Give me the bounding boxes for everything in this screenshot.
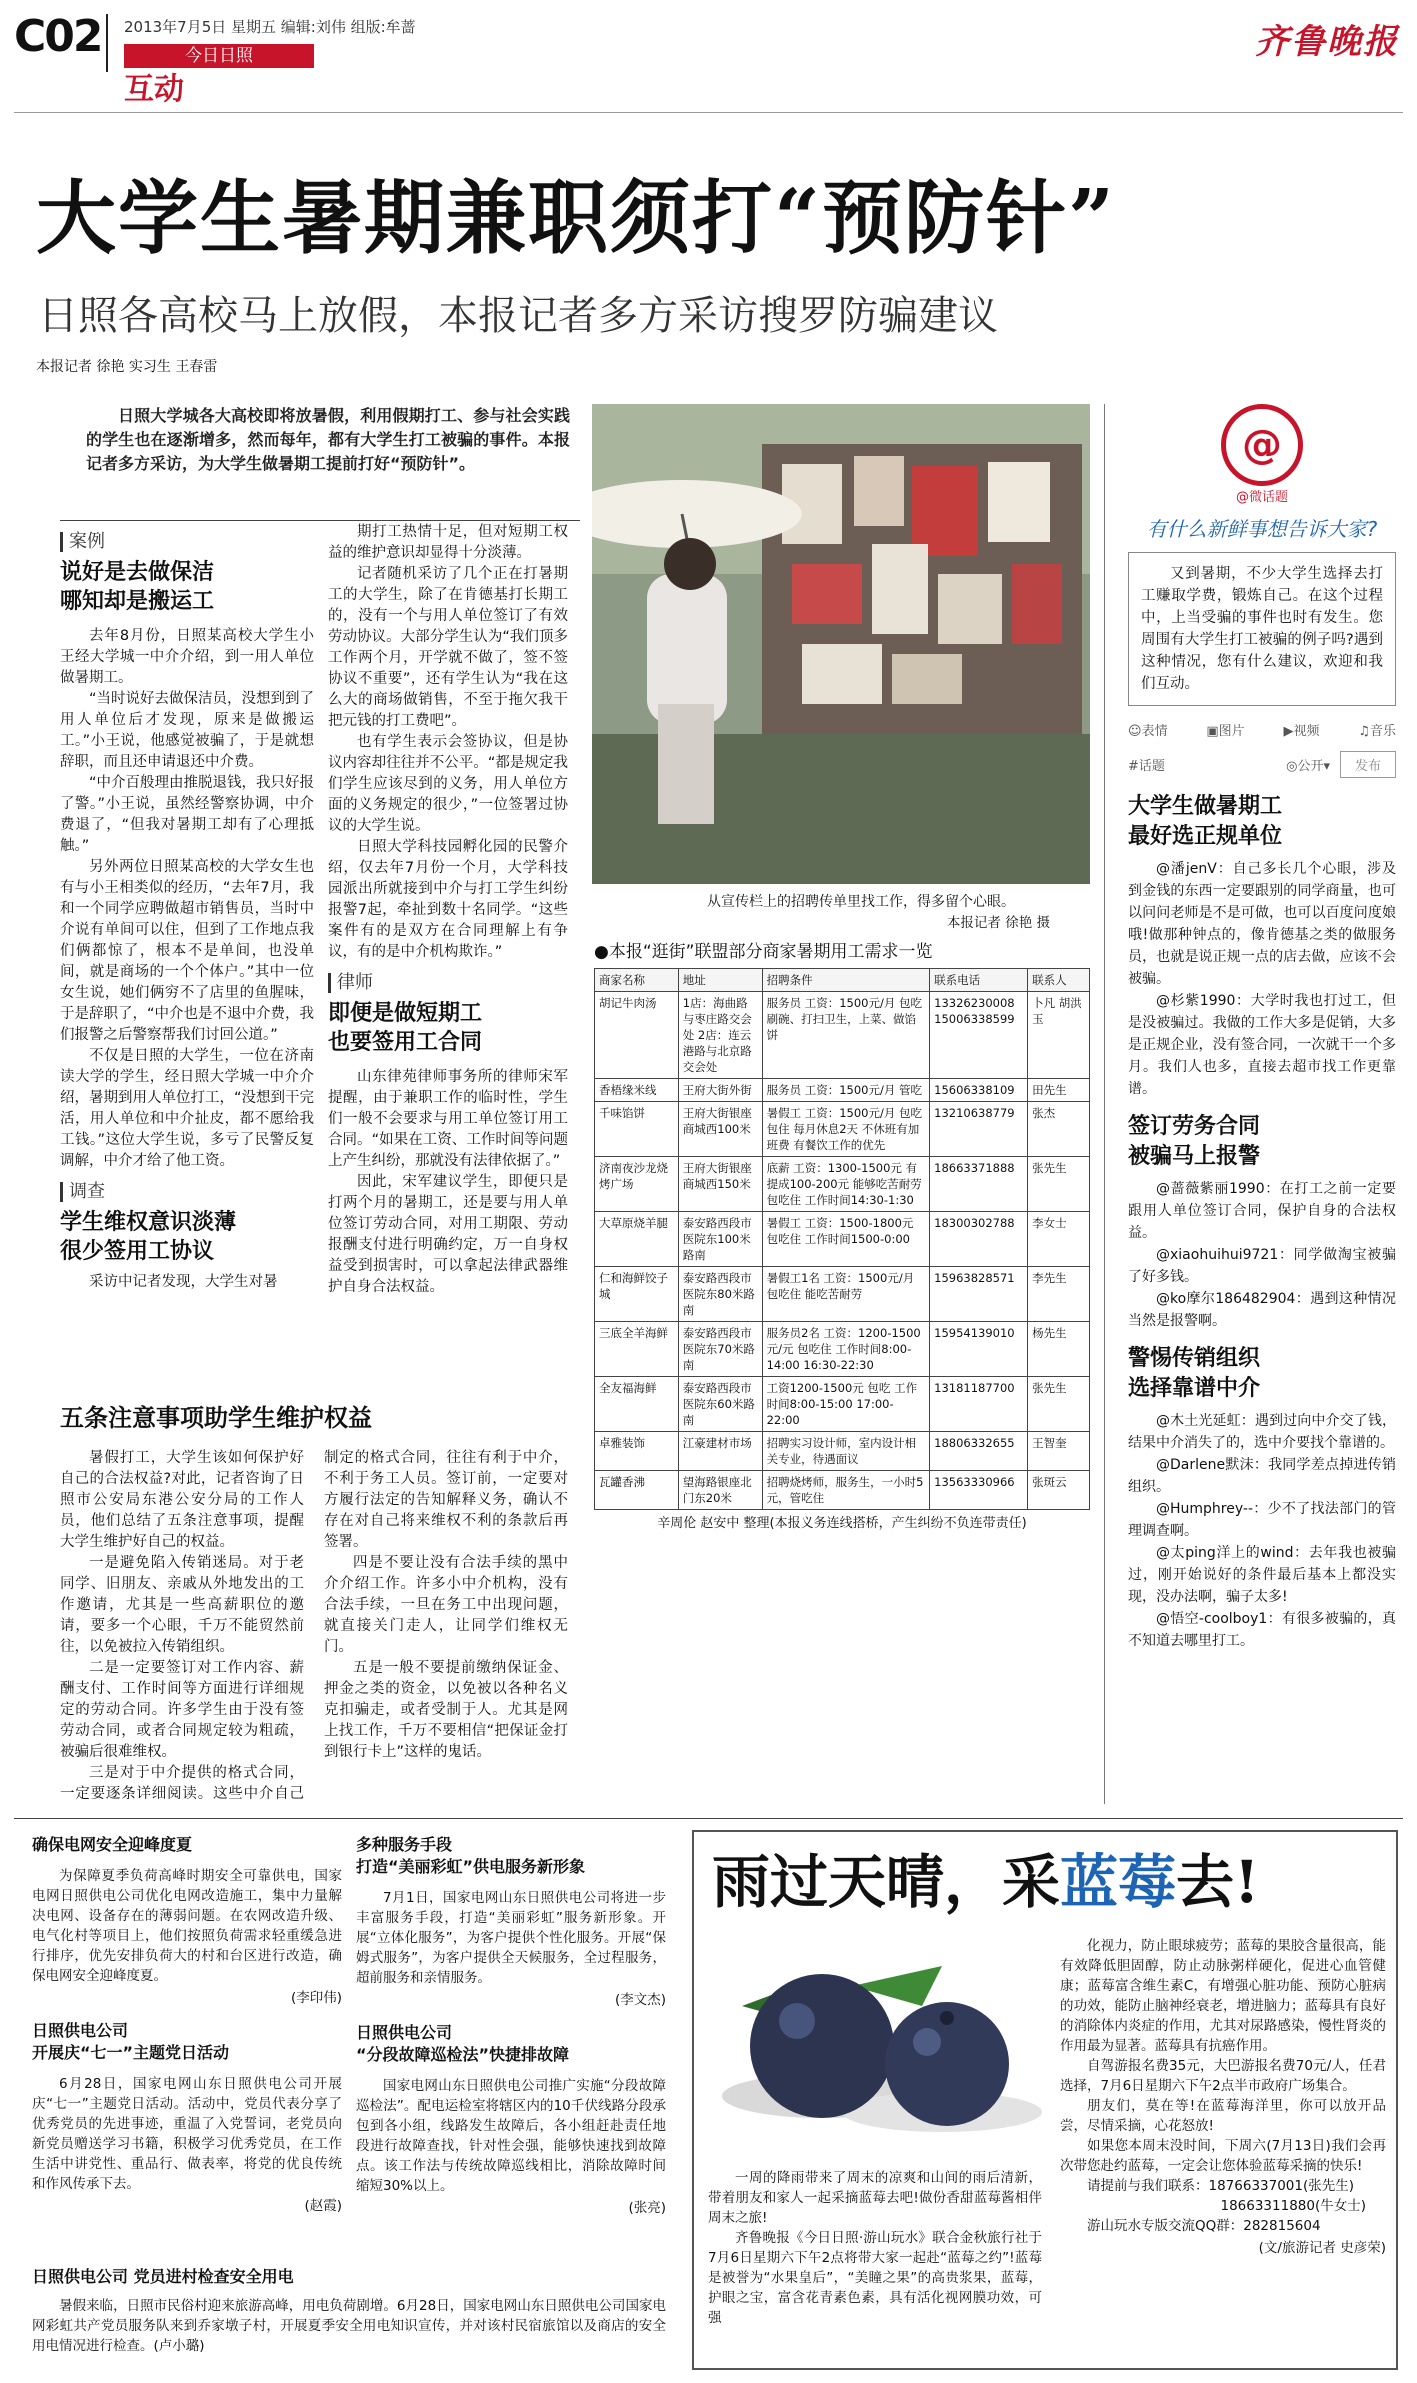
- case-para: 另外两位日照某高校的大学女生也有与小王相类似的经历，“去年7月，我和一个同学应聘做超市销售员，当时中介说有单间可以住，但到了工作地点我们俩都惊了，根本不是单间，也没单间，就是商场的一个个体户。”其中一位女生说，她们俩穷不了店里的鱼腥味，于是辞职了，“中介也是不退中介费，我们报警之后警察帮我们讨回公道。”: [60, 859, 315, 1043]
- table-cell: 张先生: [1028, 1377, 1090, 1432]
- col2-para: 期打工热情十足，但对短期工权益的维护意识却显得十分淡薄。: [328, 524, 568, 561]
- notice-title: 多种服务手段 打造“美丽彩虹”供电服务新形象: [356, 1835, 586, 1876]
- blueberry-title-part-a: 雨过天晴，采: [712, 1848, 1061, 1916]
- public-label: 公开: [1297, 759, 1324, 774]
- bottom-col-2: [356, 1834, 666, 2216]
- tips-body: [60, 1448, 568, 1805]
- blueberry-icon: [702, 1936, 1052, 2166]
- blueberry-para: 一周的降雨带来了周末的凉爽和山间的雨后清新，带着朋友和家人一起采摘蓝莓去吧!做份香甜蓝莓酱相伴周末之旅!: [708, 2170, 1042, 2226]
- table-cell: 张先生: [1028, 1157, 1090, 1212]
- tips-para: 五是一般不要提前缴纳保证金、押金之类的资金，以免被以各种名义克扣骗走，或者受制于人。尤其是网上找工作，千万不要相信“把保证金打到银行卡上”这样的鬼话。: [324, 1660, 568, 1760]
- table-cell: 王府大街外街: [678, 1079, 762, 1102]
- photo-illustration: [592, 404, 1090, 884]
- jobs-table: [594, 968, 1090, 1510]
- notice-author: (张亮): [628, 2200, 666, 2216]
- table-cell: 泰安路西段市医院东60米路南: [678, 1377, 762, 1432]
- hash-icon: #: [1128, 759, 1139, 774]
- table-cell: 三底全羊海鲜: [595, 1322, 679, 1377]
- table-header-row: [595, 969, 1090, 992]
- section-title: 互动: [124, 72, 184, 107]
- weibo-post: @木土光延虹：遇到过向中介交了钱，结果中介消失了的，选中介要找个靠谱的。: [1128, 1413, 1396, 1451]
- table-cell: 泰安路西段市医院东100米路南: [678, 1212, 762, 1267]
- jobs-table-note: 辛周伦 赵安中 整理(本报义务连线搭桥，产生纠纷不负连带责任): [657, 1516, 1027, 1531]
- table-row: [595, 1267, 1090, 1322]
- notice-title: 日照供电公司 “分段故障巡检法”快捷排故障: [356, 2023, 570, 2064]
- table-cell: 18663371888: [930, 1157, 1028, 1212]
- lead-paragraph: 日照大学城各大高校即将放暑假，利用假期打工、参与社会实践的学生也在逐渐增多，然而每年，都有大学生打工被骗的事件。本报记者多方采访，为大学生做暑期工提前打好“预防针”。: [86, 406, 570, 473]
- table-cell: 底薪 工资：1300-1500元 有提成100-200元 能够吃苦耐劳 包吃住 工作时间14:30-1:30: [762, 1157, 930, 1212]
- news-photo: [592, 404, 1090, 884]
- headline-byline: 本报记者 徐艳 实习生 王春雷: [36, 359, 218, 375]
- table-cell: 13210638779: [930, 1102, 1028, 1157]
- video-button[interactable]: [1283, 720, 1319, 739]
- table-cell: 胡记牛肉汤: [595, 992, 679, 1079]
- table-cell: 13326230008 15006338599: [930, 992, 1028, 1079]
- bottom-wide: [32, 2266, 666, 2356]
- table-cell: 暑假工1名 工资：1500元/月 包吃住 能吃苦耐劳: [762, 1267, 930, 1322]
- topic-button[interactable]: [1128, 755, 1165, 774]
- table-cell: 18300302788: [930, 1212, 1028, 1267]
- table-row: [595, 1471, 1090, 1510]
- table-cell: 仁和海鲜饺子城: [595, 1267, 679, 1322]
- table-row: [595, 1432, 1090, 1471]
- notice-title: 日照供电公司 党员进村检查安全用电: [32, 2267, 294, 2286]
- at-icon: @: [1242, 422, 1282, 468]
- photo-caption-text: 从宣传栏上的招聘传单里找工作，得多留个心眼。: [707, 894, 1015, 910]
- table-cell: 望海路银座北门东20米: [678, 1471, 762, 1510]
- photo-credit: 本报记者 徐艳 摄: [946, 915, 1050, 931]
- table-cell: 服务员 工资：1500元/月 管吃: [762, 1079, 930, 1102]
- table-cell: 李先生: [1028, 1267, 1090, 1322]
- music-button[interactable]: [1358, 720, 1396, 739]
- weibo-post: @Darlene默沫：我同学差点掉进传销组织。: [1128, 1457, 1396, 1495]
- blueberry-right-text: [1060, 1936, 1386, 2256]
- table-cell: 1店：海曲路与枣庄路交会处 2店：连云港路与北京路交会处: [678, 992, 762, 1079]
- table-row: [595, 1157, 1090, 1212]
- weibo-post: @xiaohuihui9721：同学做淘宝被骗了好多钱。: [1128, 1247, 1396, 1285]
- weibo-logo-text: @微话题: [1235, 490, 1288, 505]
- page-number: C02: [14, 11, 102, 62]
- public-selector[interactable]: [1286, 755, 1330, 774]
- notice-author: (李印伟): [290, 1990, 342, 2006]
- bottom-rule: [14, 1818, 1403, 1819]
- weibo-section-title: 大学生做暑期工 最好选正规单位: [1128, 794, 1283, 849]
- blueberry-illustration: [702, 1936, 1052, 2166]
- jobs-table-body: [595, 992, 1090, 1510]
- table-cell: 泰安路西段市医院东70米路南: [678, 1322, 762, 1377]
- jobs-table-title-text: 本报“逛街”联盟部分商家暑期用工需求一览: [608, 942, 933, 962]
- notice-author: (卢小璐): [153, 2338, 205, 2354]
- table-cell: 李女士: [1028, 1212, 1090, 1267]
- table-cell: 暑假工 工资：1500元/月 包吃包住 每月休息2天 不休班有加班费 有餐饮工作的优先: [762, 1102, 930, 1157]
- table-cell: 卜凡 胡洪玉: [1028, 992, 1090, 1079]
- col2-para: 记者随机采访了几个正在打暑期工的大学生，除了在肯德基打长期工的，没有一个与用人单位签订了有效劳动协议。大部分学生认为“我们顶多工作两个月，开学就不做了，签不签协议不重要”，还有学生认为“我在这么大的商场做销售，不至于拖欠我干把元钱的打工费吧”。: [328, 566, 568, 729]
- lawyer-tag: 律师: [328, 973, 568, 993]
- table-cell: 卓雅装饰: [595, 1432, 679, 1471]
- blueberry-para: 朋友们，莫在等!在蓝莓海洋里，你可以放开品尝，尽情采摘，心花怒放!: [1060, 2098, 1386, 2134]
- lawyer-para: 山东律苑律师事务所的律师宋军提醒，由于兼职工作的临时性，学生们一般不会要求与用工单位签订用工合同。“如果在工资、工作时间等问题上产生纠纷，那就没有法律依据了。”: [328, 1069, 568, 1169]
- weibo-section-title: 签订劳务合同 被骗马上报警: [1128, 1114, 1261, 1169]
- lawyer-para: 因此，宋军建议学生，即便只是打两个月的暑期工，还是要与用人单位签订劳动合同，对用工期限、劳动报酬支付进行明确约定，万一自身权益受到损害时，可以拿起法律武器维护自身合法权益。: [328, 1174, 568, 1295]
- table-cell: 15963828571: [930, 1267, 1028, 1322]
- globe-icon: ◎: [1286, 759, 1298, 774]
- lawyer-title-2: 也要签用工合同: [328, 1030, 483, 1055]
- tips-para: 三是对于中介提供的格式合同，一定要逐条详细阅读。这些中介自己制定的格式合同，往往有利于中介，不利于务工人员。签订前，一定要对方履行法定的告知解释义务，确认不存在对自己将来维权不利的条款后再签署。: [60, 1450, 568, 1802]
- table-cell: 工资1200-1500元 包吃 工作时间8:00-15:00 17:00-22:00: [762, 1377, 930, 1432]
- case-para: “中介百般理由推脱退钱，我只好报了警。”小王说，虽然经警察协调，中介费退了，“但我对暑期工却有了心理抵触。”: [60, 775, 315, 854]
- blueberry-para: 如果您本周末没时间，下周六(7月13日)我们会再次带您赴约蓝莓，一定会让您体验蓝莓采摘的快乐!: [1060, 2138, 1386, 2174]
- blueberry-left-text: [708, 2168, 1042, 2328]
- table-cell: 杨先生: [1028, 1322, 1090, 1377]
- emoji-label: 表情: [1141, 724, 1168, 739]
- table-cell: 13181187700: [930, 1377, 1028, 1432]
- chevron-down-icon: ▾: [1323, 759, 1330, 774]
- blueberry-para: 自驾游报名费35元，大巴游报名费70元/人，任君选择，7月6日星期六下午2点半市政府广场集合。: [1060, 2058, 1386, 2094]
- topic-label: 话题: [1138, 759, 1165, 774]
- blueberry-contact-1: 请提前与我们联系：18766337001(张先生): [1087, 2178, 1355, 2194]
- weibo-sections: [1128, 792, 1396, 1652]
- weibo-actions: [1128, 751, 1396, 778]
- weibo-post: @Humphrey--：少不了找法部门的管理调查啊。: [1128, 1501, 1396, 1539]
- emoji-button[interactable]: [1128, 720, 1168, 739]
- notice-text: 为保障夏季负荷高峰时期安全可靠供电，国家电网日照供电公司优化电网改造施工，集中力量解决电网、设备存在的薄弱问题。在农网改造升级、电气化村等项目上，他们按照负荷需求轻重缓急进行排序，优先安排负荷大的村和台区进行改造，确保电网安全迎峰度夏。: [32, 1868, 342, 1984]
- table-cell: 服务员2名 工资：1200-1500元/元 包吃住 工作时间8:00-14:00 16:30-22:30: [762, 1322, 930, 1377]
- table-cell: 大草原烧羊腿: [595, 1212, 679, 1267]
- blueberry-author: (文/旅游记者 史彦荣): [1258, 2240, 1386, 2256]
- smiley-icon: ☺: [1128, 724, 1142, 739]
- table-cell: 张斑云: [1028, 1471, 1090, 1510]
- table-cell: 招聘实习设计师，室内设计相关专业，待遇面议: [762, 1432, 930, 1471]
- notice-author: (李文杰): [614, 1992, 666, 2008]
- table-cell: 千味馅饼: [595, 1102, 679, 1157]
- notice-title: 确保电网安全迎峰度夏: [32, 1835, 193, 1854]
- notice-author: (赵霞): [304, 2198, 342, 2214]
- table-cell: 田先生: [1028, 1079, 1090, 1102]
- publish-button[interactable]: 发布: [1340, 751, 1396, 778]
- date-line: 2013年7月5日 星期五 编辑:刘伟 组版:牟蔷: [124, 18, 416, 36]
- investigation-continued: [328, 522, 568, 963]
- tips-para: 一是避免陷入传销迷局。对于老同学、旧朋友、亲戚从外地发出的工作邀请，尤其是一些高薪职位的邀请，要多一个心眼，千万不能贸然前往，以免被拉入传销组织。: [60, 1555, 304, 1655]
- investigation-body: 采访中记者发现，大学生对暑: [89, 1274, 278, 1290]
- table-cell: 15606338109: [930, 1079, 1028, 1102]
- weibo-banner: 有什么新鲜事想告诉大家?: [1146, 517, 1378, 541]
- case-title-1: 说好是去做保洁: [60, 560, 215, 585]
- table-header-cell: 地址: [678, 969, 762, 992]
- table-cell: 王府大街银座商城西100米: [678, 1102, 762, 1157]
- photo-caption: [592, 892, 1090, 934]
- headline-subtitle: 日照各高校马上放假，本报记者多方采访搜罗防骗建议: [38, 293, 998, 339]
- table-cell: 香梧缘米线: [595, 1079, 679, 1102]
- table-header-cell: 商家名称: [595, 969, 679, 992]
- investigation-title-2: 很少签用工协议: [60, 1239, 215, 1264]
- case-para: 去年8月份，日照某高校大学生小王经大学城一中介介绍，到一用人单位做暑期工。: [60, 628, 314, 686]
- weibo-post: @潘jenV：自己多长几个心眼，涉及到金钱的东西一定要跟别的同学商量，也可以问问老师是不是可做，也可以百度问度娘哦!做那种钟点的，像肯德基之类的做服务员，也就是说正规一点的店去做，应该不会被骗。: [1128, 861, 1396, 987]
- weibo-intro: 又到暑期，不少大学生选择去打工赚取学费，锻炼自己。在这个过程中，上当受骗的事件也时有发生。您周围有大学生打工被骗的例子吗?遇到这种情况，您有什么建议，欢迎和我们互动。: [1141, 566, 1383, 692]
- investigation-tag: 调查: [60, 1182, 314, 1202]
- table-header-cell: 联系电话: [930, 969, 1028, 992]
- table-cell: 暑假工 工资：1500-1800元 包吃住 工作时间1500-0:00: [762, 1212, 930, 1267]
- table-cell: 江豪建材市场: [678, 1432, 762, 1471]
- table-cell: 泰安路西段市医院东80米路南: [678, 1267, 762, 1322]
- weibo-post: @蔷薇紫丽1990：在打工之前一定要跟用人单位签订合同，保护自身的合法权益。: [1128, 1181, 1396, 1241]
- main-headline: 大学生暑期兼职须打“预防针”: [36, 171, 1117, 265]
- music-label: 音乐: [1369, 724, 1396, 739]
- blueberry-para: 化视力，防止眼球疲劳；蓝莓的果胶含量很高，能有效降低胆固醇，防止动脉粥样硬化，促进心血管健康；蓝莓富含维生素C，有增强心脏功能、预防心脏病的功效，能防止脑神经衰老，增进脑力；蓝莓具有良好的消除体内炎症的作用，尤其对尿路感染，慢性肾炎的作用最为显著。蓝莓具有抗癌作用。: [1060, 1938, 1386, 2054]
- tips-para: 四是不要让没有合法手续的黑中介介绍工作。许多小中介机构，没有合法手续，一旦在务工中出现问题，就直接关门走人，让同学们维权无门。: [324, 1555, 568, 1655]
- table-cell: 全友福海鲜: [595, 1377, 679, 1432]
- blueberry-title-highlight: 蓝莓: [1060, 1848, 1177, 1916]
- table-cell: 服务员 工资：1500元/月 包吃 刷碗、打扫卫生，上菜、做馅饼: [762, 992, 930, 1079]
- case-title-2: 哪知却是搬运工: [60, 589, 215, 614]
- image-label: 图片: [1218, 724, 1245, 739]
- weibo-divider: [1104, 404, 1105, 1804]
- table-row: [595, 992, 1090, 1079]
- notice-text: 7月1日，国家电网山东日照供电公司将进一步丰富服务手段，打造“美丽彩虹”服务新形象。开展“立体化服务”，为客户提供个性化服务。开展“保姆式服务”，为客户提供全天候服务，全过程服务，超前服务和亲情服务。: [356, 1890, 666, 1986]
- investigation-title-1: 学生维权意识淡薄: [60, 1210, 237, 1235]
- table-cell: 18806332655: [930, 1432, 1028, 1471]
- header-divider-vertical: [106, 14, 108, 72]
- weibo-section-title: 警惕传销组织 选择靠谱中介: [1128, 1346, 1261, 1401]
- weibo-post: @太ping洋上的wind：去年我也被骗过，刚开始说好的条件最后基本上都没实现，没办法啊，骗子太多!: [1128, 1545, 1396, 1605]
- music-note-icon: ♫: [1358, 724, 1370, 739]
- table-cell: 招聘烧烤师，服务生，一小时5元，管吃住: [762, 1471, 930, 1510]
- tips-para: 二是一定要签订对工作内容、薪酬支付、工作时间等方面进行详细规定的劳动合同。许多学生由于没有签劳动合同，或者合同规定较为粗疏，被骗后很难维权。: [60, 1660, 304, 1760]
- case-section: [60, 532, 314, 1293]
- table-header-cell: 招聘条件: [762, 969, 930, 992]
- col2-para: 也有学生表示会签协议，但是协议内容却往往并不公平。“都是规定我们学生应该尽到的义务，用人单位方面的义务规定的很少，”一位签署过协议的大学生说。: [328, 734, 568, 834]
- table-cell: 济南夜沙龙烧烤广场: [595, 1157, 679, 1212]
- table-cell: 瓦罐香沸: [595, 1471, 679, 1510]
- notice-text: 6月28日，国家电网山东日照供电公司开展庆“七一”主题党日活动。活动中，党员代表分享了优秀党员的先进事迹，重温了入党誓词，老党员向新党员赠送学习书籍，积极学习优秀党员，在工作生活中讲党性、重品行、做表率，将党的优良传统和作风传承下去。: [32, 2076, 342, 2192]
- weibo-post: @杉紫1990：大学时我也打过工，但是没被骗过。我做的工作大多是促销，大多是正规企业，没有签合同，一次就干一个多月。我们人也多，直接去超市找工作更靠谱。: [1128, 993, 1396, 1097]
- video-icon: ▶: [1283, 724, 1294, 739]
- notice-text: 国家电网山东日照供电公司推广实施“分段故障巡检法”。配电运检室将辖区内的10千伏线路分段承包到各小组，线路发生故障后，各小组赶赴责任地段进行故障查找，针对性会强，能够快速找到故障点。该工作法与传统故障巡线相比，消除故障时间缩短30%以上。: [356, 2078, 666, 2194]
- blueberry-title-part-c: 去!: [1176, 1848, 1260, 1916]
- weibo-toolbar: [1128, 720, 1396, 739]
- blueberry-title: [712, 1846, 1260, 1918]
- bottom-col-1: [32, 1834, 342, 2214]
- header-rule: [14, 112, 1403, 113]
- table-row: [595, 1322, 1090, 1377]
- weibo-post: @ko摩尔186482904：遇到这种情况当然是报警啊。: [1128, 1291, 1396, 1329]
- weibo-logo-circle: [1221, 404, 1303, 486]
- notice-text: [32, 2296, 666, 2356]
- blueberry-para: 齐鲁晚报《今日日照·游山玩水》联合金秋旅行社于7月6日星期六下午2点将带大家一起赴“蓝莓之约”!蓝莓是被誉为“水果皇后”，“美瞳之果”的高贵浆果，蓝莓，护眼之宝，富含花青素色素，具有活化视网膜功效，可强: [708, 2230, 1042, 2326]
- bullet-icon: ●: [594, 942, 609, 962]
- jobs-table-block: [594, 940, 1090, 1534]
- tips-text: [60, 1448, 568, 1805]
- table-row: [595, 1212, 1090, 1267]
- tips-title: 五条注意事项助学生维护权益: [60, 1404, 372, 1432]
- blueberry-contact-2: 18663311880(牛女士): [1220, 2198, 1366, 2214]
- table-row: [595, 1102, 1090, 1157]
- weibo-sidebar: [1128, 404, 1396, 1652]
- lead-underline: [60, 520, 580, 521]
- table-cell: 王府大街银座商城西150米: [678, 1157, 762, 1212]
- jobs-table-title: [594, 940, 1090, 964]
- table-cell: 张杰: [1028, 1102, 1090, 1157]
- video-label: 视频: [1293, 724, 1320, 739]
- weibo-intro-box: [1128, 552, 1396, 706]
- case-body: [60, 626, 314, 1172]
- weibo-post: @悟空-coolboy1：有很多被骗的，真不知道去哪里打工。: [1128, 1611, 1396, 1649]
- table-row: [595, 1079, 1090, 1102]
- column-two: [328, 522, 568, 1298]
- table-cell: 王智奎: [1028, 1432, 1090, 1471]
- notice-text-body: 暑假来临，日照市民俗村迎来旅游高峰，用电负荷剧增。6月28日，国家电网山东日照供电公司国家电网彩虹共产党员服务队来到乔家墩子村，开展夏季安全用电知识宣传，并对该村民宿旅馆以及商店的安全用电情况进行检查。: [32, 2298, 666, 2354]
- image-icon: ▣: [1206, 724, 1219, 739]
- case-para: “当时说好去做保洁员，没想到到了用人单位后才发现，原来是做搬运工。”小王说，他感觉被骗了，于是就想辞职，而且还申请退还中介费。: [60, 691, 315, 770]
- lawyer-title-1: 即便是做短期工: [328, 1001, 483, 1026]
- case-para: 不仅是日照的大学生，一位在济南读大学的学生，经日照大学城一中介介绍，暑期到用人单位打工，“没想到干完活，用人单位和中介扯皮，都不愿给我工钱。”这位大学生说，多亏了民警反复调解，中介才给了他工资。: [60, 1048, 315, 1169]
- tips-para: 暑假打工，大学生该如何保护好自己的合法权益?对此，记者咨询了日照市公安局东港公安分局的工作人员，他们总结了五条注意事项，提醒大学生维护好自己的权益。: [60, 1450, 304, 1550]
- blueberry-qq: 游山玩水专版交流QQ群：282815604: [1087, 2218, 1321, 2234]
- table-header-cell: 联系人: [1028, 969, 1090, 992]
- notice-title: 日照供电公司 开展庆“七一”主题党日活动: [32, 2021, 230, 2062]
- case-tag: 案例: [60, 532, 314, 552]
- masthead-logo: 齐鲁晚报: [1255, 22, 1399, 62]
- lawyer-body: [328, 1067, 568, 1298]
- section-sub-badge: 今日日照: [124, 44, 314, 68]
- table-cell: 15954139010: [930, 1322, 1028, 1377]
- col2-para: 日照大学科技园孵化园的民警介绍，仅去年7月份一个月，大学科技园派出所就接到中介与打工学生纠纷报警7起，牵扯到数十名同学。“这些案件有的是双方在合同理解上有争议，有的是中介机构欺诈。”: [328, 839, 568, 960]
- image-button[interactable]: [1206, 720, 1244, 739]
- weibo-logo: [1128, 404, 1396, 484]
- table-cell: 13563330966: [930, 1471, 1028, 1510]
- table-row: [595, 1377, 1090, 1432]
